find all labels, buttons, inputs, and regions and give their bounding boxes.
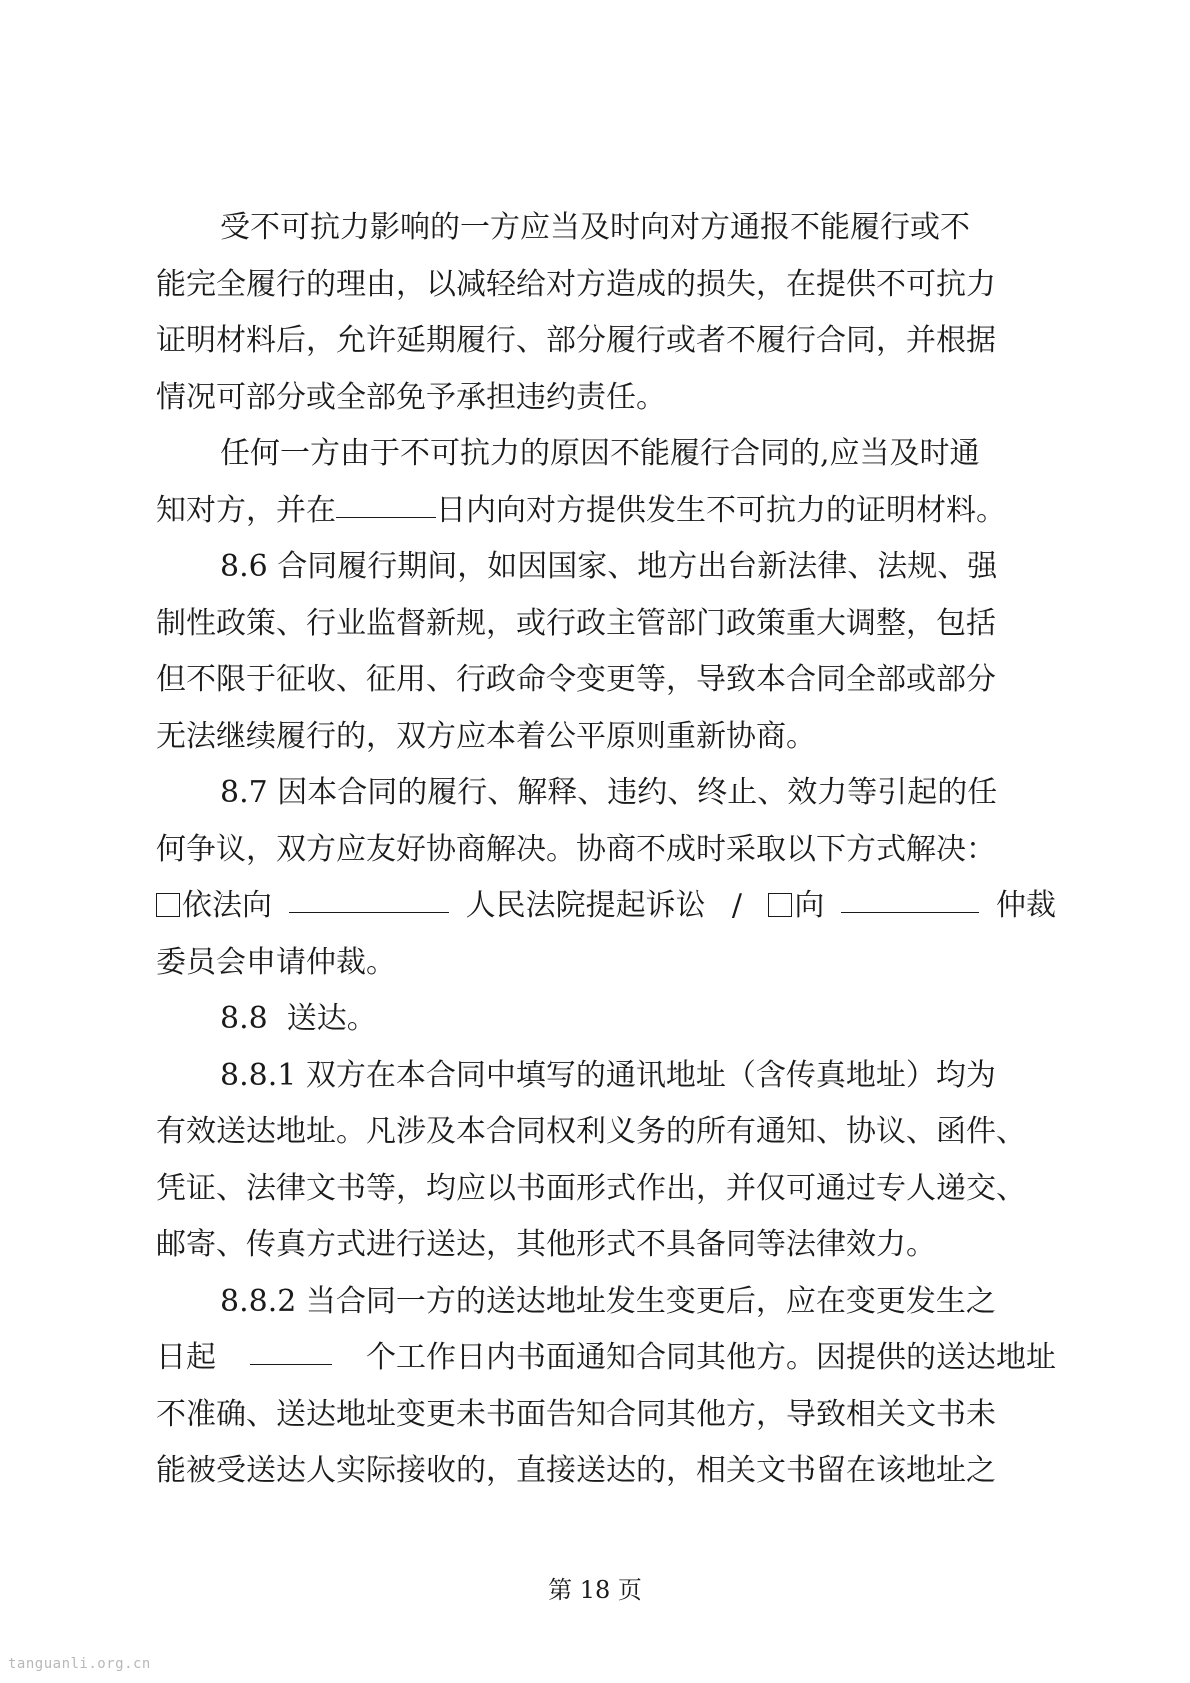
text-segment: 任何一方由于不可抗力的原因不能履行合同的,应当及时通 (220, 436, 980, 471)
text-segment: 证明材料后，允许延期履行、部分履行或者不履行合同，并根据 (156, 323, 996, 358)
text-segment: 有效送达地址。凡涉及本合同权利义务的所有通知、协议、函件、 (156, 1114, 1026, 1149)
text-line (156, 1104, 1056, 1161)
text-segment: 凭证、法律文书等，均应以书面形式作出，并仅可通过专人递交、 (156, 1170, 1026, 1206)
text-segment: 邮寄、传真方式进行送达，其他形式不具备同等法律效力。 (156, 1227, 936, 1262)
text-segment: 8.8.1 双方在本合同中填写的通讯地址（含传真地址）均为 (220, 1057, 996, 1093)
dispute-option-court (156, 878, 272, 935)
text-segment: 依法向 (182, 888, 272, 923)
text-line (156, 313, 1056, 370)
text-segment: 个工作日内书面通知合同其他方。因提供的送达地址 (366, 1340, 1056, 1375)
page-number: 第 18 页 (548, 1576, 642, 1604)
text-line (156, 539, 1056, 596)
contract-body (156, 200, 1056, 1500)
text-segment: 受不可抗力影响的一方应当及时向对方通报不能履行或不 (220, 210, 970, 245)
section-heading: 8.8 送达。 (220, 1001, 377, 1036)
text-segment: 仲裁 (995, 888, 1056, 923)
text-segment: 不准确、送达地址变更未书面告知合同其他方，导致相关文书未 (156, 1396, 996, 1432)
fill-in-blank-workdays[interactable] (250, 1330, 332, 1365)
watermark: tanguanli.org.cn (8, 1656, 151, 1672)
checkbox-court-icon[interactable] (156, 893, 180, 917)
text-segment: 能被受送达人实际接收的，直接送达的，相关文书留在该地址之 (156, 1453, 996, 1488)
text-segment: 日起 (156, 1340, 216, 1375)
text-line (156, 822, 1056, 879)
fill-in-blank-days[interactable] (336, 483, 436, 518)
text-segment: 情况可部分或全部免予承担违约责任。 (156, 379, 666, 415)
text-line (156, 652, 1056, 709)
text-segment: 8.6 合同履行期间，如因国家、地方出台新法律、法规、强 (220, 549, 998, 584)
text-line (156, 426, 1056, 483)
text-segment: 人民法院提起诉讼 (465, 888, 706, 923)
text-line (156, 200, 1056, 257)
text-line (156, 1387, 1056, 1444)
text-segment: 知对方，并在 (156, 492, 336, 528)
text-segment: 8.8.2 当合同一方的送达地址发生变更后，应在变更发生之 (220, 1283, 996, 1319)
text-line (156, 1274, 1056, 1331)
text-segment: 何争议，双方应友好协商解决。协商不成时采取以下方式解决： (156, 831, 996, 867)
text-line (156, 483, 1056, 540)
text-line (156, 257, 1056, 314)
text-segment: 8.7 因本合同的履行、解释、违约、终止、效力等引起的任 (220, 775, 998, 810)
text-segment: 委员会申请仲裁。 (156, 944, 396, 980)
text-line (156, 878, 1056, 935)
text-line (156, 596, 1056, 653)
text-line (156, 1330, 1056, 1387)
text-line (156, 370, 1056, 427)
option-separator: / (722, 888, 752, 923)
text-segment: 日内向对方提供发生不可抗力的证明材料。 (436, 492, 1006, 528)
dispute-option-arbitration (768, 878, 824, 935)
text-segment: 能完全履行的理由，以减轻给对方造成的损失，在提供不可抗力 (156, 266, 996, 302)
fill-in-blank-arbitration[interactable] (841, 878, 979, 913)
text-line (156, 991, 1056, 1048)
text-line (156, 709, 1056, 766)
text-line (156, 935, 1056, 992)
checkbox-arbitration-icon[interactable] (768, 893, 792, 917)
text-segment: 制性政策、行业监督新规，或行政主管部门政策重大调整，包括 (156, 605, 996, 641)
text-line (156, 1217, 1056, 1274)
fill-in-blank-court[interactable] (289, 878, 449, 913)
text-segment: 但不限于征收、征用、行政命令变更等，导致本合同全部或部分 (156, 662, 996, 697)
text-line (156, 1161, 1056, 1218)
text-segment: 向 (794, 888, 825, 923)
text-segment: 无法继续履行的，双方应本着公平原则重新协商。 (156, 718, 816, 754)
text-line (156, 1048, 1056, 1105)
text-line (156, 765, 1056, 822)
text-line (156, 1443, 1056, 1500)
